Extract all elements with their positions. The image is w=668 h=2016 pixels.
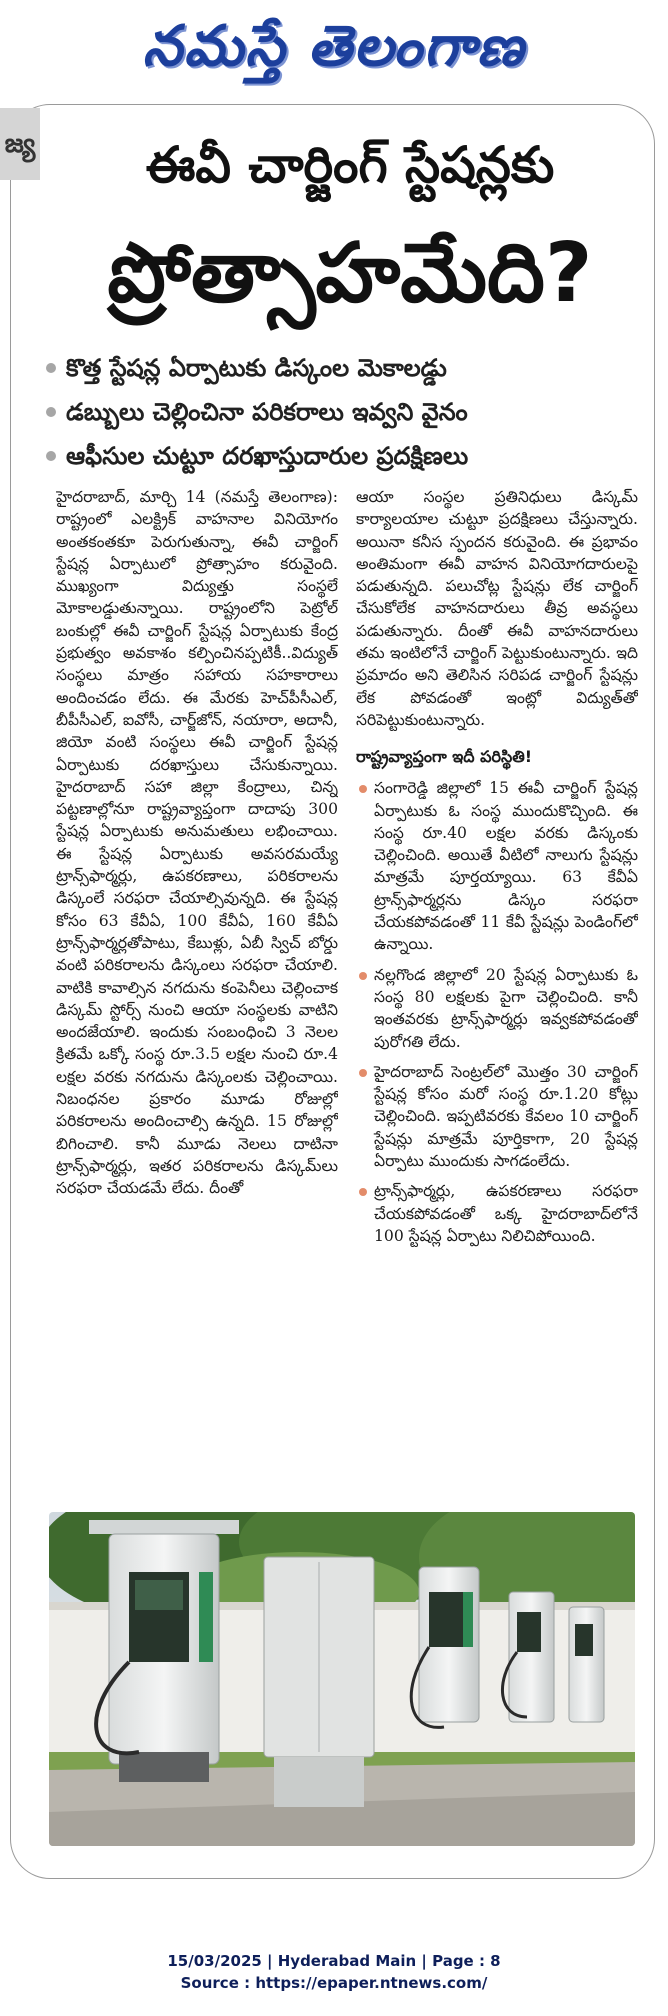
highlight-bullet: డబ్బులు చెల్లించినా పరికరాలు ఇవ్వని వైనం	[42, 390, 642, 434]
highlight-bullet: ఆఫీసుల చుట్టూ దరఖాస్తుదారుల ప్రదక్షిణలు	[42, 434, 642, 478]
district-item: సంగారెడ్డి జిల్లాలో 15 ఈవీ చార్జింగ్ స్టేషన్ల ఏర్పాటుకు ఓ సంస్థ ముందుకొచ్చింది. ఈ సంస్థ రూ.40 లక్షల వరకు డిస్కంకు చెల్లించింది. అయితే వీటిలో నాలుగు స్టేషన్లు మాత్రమే పూర్తయ్యాయి. 63 కేవీఏ ట్రాన్స్‌ఫార్మర్లను డిస్కం సరఫరా చేయకపోవడంతో 11 కేవీ స్టేషన్లు పెండింగ్‌లో ఉన్నాయి.	[356, 777, 638, 955]
headline-line-2: ప్రోత్సాహమేది?	[107, 226, 593, 321]
edition-info: 15/03/2025 | Hyderabad Main | Page : 8	[167, 1952, 501, 1970]
subheading: రాష్ట్రవ్యాప్తంగా ఇదీ పరిస్థితి!	[356, 747, 533, 767]
source-link[interactable]: Source : https://epaper.ntnews.com/	[180, 1974, 488, 1992]
masthead	[0, 0, 668, 96]
charging-station-illustration	[49, 1512, 635, 1846]
page-footer	[0, 1950, 668, 1994]
section-tag: జ్య	[0, 108, 40, 180]
highlight-bullets	[42, 346, 642, 478]
district-item: నల్లగొండ జిల్లాలో 20 స్టేషన్ల ఏర్పాటుకు ఓ సంస్థ 80 లక్షలకు పైగా చెల్లించింది. కానీ ఇంతవరకు ట్రాన్స్‌ఫార్మర్లు ఇవ్వకపోవడంతో పురోగతి లేదు.	[356, 964, 638, 1053]
district-item: ట్రాన్స్‌ఫార్మర్లు, ఉపకరణాలు సరఫరా చేయకపోవడంతో ఒక్క హైదరాబాద్‌లోనే 100 స్టేషన్ల ఏర్పాటు నిలిచిపోయింది.	[356, 1180, 638, 1247]
highlight-bullet: కొత్త స్టేషన్ల ఏర్పాటుకు డిస్కంల మెకాలడ్డు	[42, 346, 642, 390]
article-column-left	[56, 486, 338, 1494]
article-paragraph: హైదరాబాద్, మార్చి 14 (నమస్తే తెలంగాణ): రాష్ట్రంలో ఎలక్ట్రిక్ వాహనాల వినియోగం అంతకంతకూ పెరుగుతున్నా, ఈవీ చార్జింగ్ స్టేషన్ల ఏర్పాటులో ప్రోత్సాహం కరువైంది. ముఖ్యంగా విద్యుత్తు సంస్థలే మోకాలడ్డుతున్నాయి. రాష్ట్రంలోని పెట్రోల్ బంకుల్లో ఈవీ చార్జింగ్ స్టేషన్ల ఏర్పాటుకు కేంద్ర ప్రభుత్వం అవకాశం కల్పించినప్పటికీ..విద్యుత్ సంస్థలు మాత్రం సహాయ సహకారాలు అందించడం లేదు. ఈ మేరకు హెచ్‌పీసీఎల్, బీపీసీఎల్, ఐవోసీ, చార్జ్‌జోన్, నయారా, అదానీ, జియో వంటి సంస్థలు ఈవీ చార్జింగ్ స్టేషన్ల ఏర్పాటుకు దరఖాస్తులు చేసుకున్నాయి. హైదరాబాద్ సహా జిల్లా కేంద్రాలు, చిన్న పట్టణాల్లోనూ రాష్ట్రవ్యాప్తంగా దాదాపు 300 స్టేషన్ల ఏర్పాటుకు అనుమతులు లభించాయి. ఈ స్టేషన్ల ఏర్పాటుకు అవసరమయ్యే ట్రాన్స్‌ఫార్మర్లు, ఉపకరణాలు, పరికరాలను డిస్కంలే సరఫరా చేయాల్సివున్నది. ఈ స్టేషన్ల కోసం 63 కేవీఏ, 100 కేవీఏ, 160 కేవీఏ ట్రాన్స్‌ఫార్మర్లతోపాటు, కేబుళ్లు, ఏబీ స్విచ్ బోర్డు వంటి పరికరాలను డిస్కంలు సరఫరా చేయాలి. వాటికి కావాల్సిన నగదును కంపెనీలు చెల్లించాక డిస్కమ్ స్టోర్స్ నుంచి ఆయా సంస్థలకు వాటిని అందజేయాలి. ఇందుకు సంబంధించి 3 నెలల క్రితమే ఒక్కో సంస్థ రూ.3.5 లక్షల నుంచి రూ.4 లక్షల వరకు నగదును డిస్కంలకు చెల్లించాయి. నిబంధనల ప్రకారం మూడు రోజుల్లో పరికరాలను అందించాల్సి ఉన్నది. 15 రోజుల్లో బిగించాలి. కానీ మూడు నెలలు దాటినా ట్రాన్స్‌ఫార్మర్లు, ఇతర పరికరాలను డిస్కమ్‌లు సరఫరా చేయడమే లేదు. దీంతో	[56, 488, 338, 1198]
newspaper-logo: నమస్తే తెలంగాణ	[142, 14, 526, 79]
headline-line-1: ఈవీ చార్జింగ్ స్టేషన్లకు	[145, 136, 555, 194]
article-paragraph: ఆయా సంస్థల ప్రతినిధులు డిస్కమ్ కార్యాలయాల చుట్టూ ప్రదక్షిణలు చేస్తున్నారు. అయినా కనీస స్పందన కరువైంది. ఈ ప్రభావం అంతిమంగా ఈవీ వాహన వినియోగదారులపై పడుతున్నది. పలుచోట్ల స్టేషన్లు లేక చార్జింగ్ చేసుకోలేక వాహనదారులు తీవ్ర అవస్థలు పడుతున్నారు. దీంతో ఈవీ వాహనదారులు తమ ఇంటిలోనే చార్జింగ్ పెట్టుకుంటున్నారు. ఇది ప్రమాదం అని తెలిసిన సరిపడ చార్జింగ్ స్టేషన్లు లేక పోవడంతో ఇంట్లో విద్యుత్‌తో సరిపెట్టుకుంటున్నారు.	[356, 488, 638, 729]
district-item: హైదరాబాద్ సెంట్రల్‌లో మొత్తం 30 చార్జింగ్ స్టేషన్ల కోసం మరో సంస్థ రూ.1.20 కోట్లు చెల్లించింది. ఇప్పటివరకు కేవలం 10 చార్జింగ్ స్టేషన్లు మాత్రమే పూర్తికాగా, 20 స్టేషన్ల ఏర్పాటు ముందుకు సాగడంలేదు.	[356, 1061, 638, 1172]
article-column-right	[356, 486, 638, 1506]
ev-charging-station-photo	[49, 1512, 635, 1846]
